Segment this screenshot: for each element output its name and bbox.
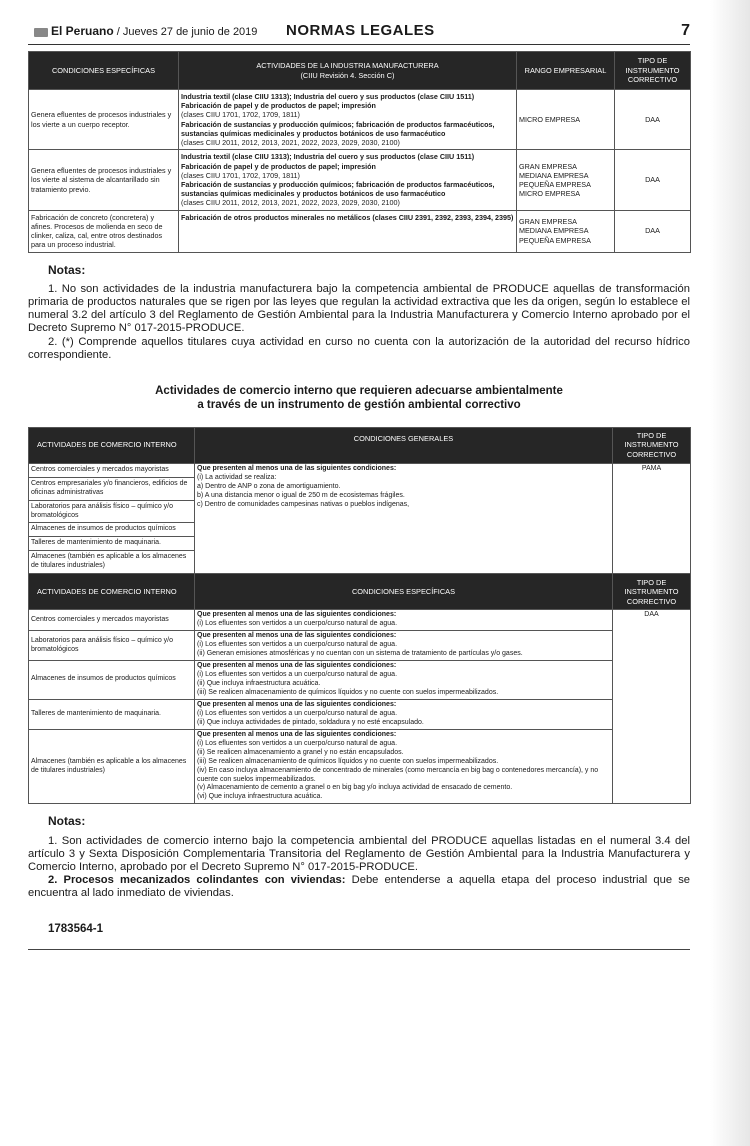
- bottom-divider: [28, 949, 690, 950]
- col-header-range: RANGO EMPRESARIAL: [517, 52, 615, 90]
- condition-item: (iii) Se realicen almacenamiento de químicos líquidos y no cuente con suelos impermeabilizados.: [197, 757, 499, 765]
- condition-item: (i) Los efluentes son vertidos a un cuerpo/curso natural de agua.: [197, 641, 398, 649]
- note-item: [28, 874, 690, 900]
- range-item: MICRO EMPRESA: [519, 115, 581, 125]
- conditions-cell: [195, 631, 613, 661]
- notes-commerce: [28, 814, 690, 900]
- condition-item: (iv) En caso incluya almacenamiento de concentrado de minerales (como mercancía en big bag o contenedores mercancía), y no cuente con suelos impermeabilizados.: [197, 766, 599, 783]
- note-item-rest: Debe entenderse a aquella etapa del proceso industrial que se encuentra al lado inmediato de viviendas.: [28, 874, 691, 900]
- activity-line: Fabricación de sustancias y producción químicos; fabricación de productos farmacéuticos, sustancias químicas medicinales y productos botánicos de uso farmacéutico: [181, 119, 495, 138]
- condition-item: (i) Los efluentes son vertidos a un cuerpo/curso natural de agua.: [197, 739, 398, 747]
- section-name: NORMAS LEGALES: [286, 22, 435, 39]
- activities-cell: [179, 90, 517, 150]
- section-title-line: Actividades de comercio interno que requieren adecuarse ambientalmente: [155, 384, 563, 397]
- activity-line: (clases CIIU 1701, 1702, 1709, 1811): [181, 170, 300, 180]
- col-header-instrument: TIPO DE INSTRUMENTO CORRECTIVO: [613, 427, 691, 463]
- activity-cell: Centros comerciales y mercados mayoristas: [29, 610, 195, 631]
- condition-item: b) A una distancia menor o igual de 250 m de ecosistemas frágiles.: [197, 491, 405, 499]
- instrument-cell: DAA: [615, 150, 691, 210]
- general-instrument-cell: PAMA: [613, 463, 691, 574]
- range-item: MICRO EMPRESA: [519, 189, 581, 199]
- table-row: [29, 150, 691, 210]
- range-item: GRAN EMPRESA: [519, 161, 577, 171]
- activity-line: (clases CIIU 1701, 1702, 1709, 1811): [181, 110, 300, 120]
- el-peruano-logo-icon: [34, 28, 48, 37]
- note-item: 2. (*) Comprende aquellos titulares cuya actividad en curso no cuenta con la autorización de la autoridad del recurso hídrico correspondiente.: [28, 335, 690, 361]
- col-header-conditions: CONDICIONES ESPECÍFICAS: [29, 52, 179, 90]
- notes-manufacturing: [28, 263, 690, 362]
- activity-cell: Laboratorios para análisis físico – químico y/o bromatológicos: [29, 631, 195, 661]
- activity-line: (clases CIIU 2011, 2012, 2013, 2021, 2022, 2023, 2029, 2030, 2100): [181, 138, 400, 148]
- page-number: 7: [681, 22, 690, 39]
- condition-item: (i) La actividad se realiza:: [197, 473, 277, 481]
- condition-item: (i) Los efluentes son vertidos a un cuerpo/curso natural de agua.: [197, 620, 398, 628]
- section-title: [28, 384, 690, 413]
- activities-cell: [179, 210, 517, 252]
- activity-line: (clases CIIU 2011, 2012, 2013, 2021, 2022, 2023, 2029, 2030, 2100): [181, 198, 400, 208]
- manufacturing-table: [28, 51, 691, 253]
- activity-cell: Almacenes (también es aplicable a los almacenes de titulares industriales): [29, 729, 195, 804]
- col-header-activities: ACTIVIDADES DE LA INDUSTRIA MANUFACTURERA (CIIU Revisión 4. Sección C): [179, 52, 517, 90]
- activity-line: Fabricación de otros productos minerales no metálicos (clases CIIU 2391, 2392, 2393, 2394, 2395): [181, 212, 514, 222]
- col-header-general-conditions: CONDICIONES GENERALES: [195, 427, 613, 463]
- conditions-lead: Que presenten al menos una de las siguientes condiciones:: [197, 662, 397, 670]
- table-row: [29, 699, 691, 729]
- condition-cell: Genera efluentes de procesos industriales y los vierte al sistema de alcantarillado sin tratamiento previo.: [29, 150, 179, 210]
- instrument-cell: DAA: [615, 210, 691, 252]
- col-header-instrument: TIPO DE INSTRUMENTO CORRECTIVO: [613, 574, 691, 610]
- conditions-lead: Que presenten al menos una de las siguientes condiciones:: [197, 632, 397, 640]
- commerce-table: [28, 427, 691, 805]
- conditions-cell: [195, 661, 613, 700]
- col-header-activities-sub: (CIIU Revisión 4. Sección C): [300, 70, 395, 80]
- table-row: [29, 661, 691, 700]
- activity-item: Laboratorios para análisis físico – químico y/o bromatológicos: [29, 501, 194, 524]
- range-cell: [517, 210, 615, 252]
- condition-item: (v) Almacenamiento de cemento a granel o en big bag y/o incluya actividad de ensacado de cemento.: [197, 784, 513, 792]
- publication-date: / Jueves 27 de junio de 2019: [116, 26, 258, 38]
- activity-line: Fabricación de papel y de productos de papel; impresión: [181, 161, 376, 171]
- note-item: 1. No son actividades de la industria manufacturera bajo la competencia ambiental de PRODUCE aquellas de transformación primaria de productos naturales que se rigen por las leyes que regulan la actividad extractiva que les da origen, según lo establece el numeral 3.2 del artículo 3 del Reglamento de Gestión Ambiental para la Industria Manufacturera y Comercio Interno aprobado por el Decreto Supremo N° 017-2015-PRODUCE.: [28, 282, 690, 335]
- activity-item: Centros empresariales y/o financieros, edificios de oficinas administrativas: [29, 478, 194, 501]
- condition-item: (ii) Que incluya infraestructura acuática.: [197, 679, 321, 687]
- range-item: PEQUEÑA EMPRESA: [519, 179, 591, 189]
- activity-cell: Almacenes de insumos de productos químicos: [29, 661, 195, 700]
- activity-line: Fabricación de papel y de productos de papel; impresión: [181, 101, 376, 111]
- range-cell: [517, 150, 615, 210]
- range-item: PEQUEÑA EMPRESA: [519, 235, 591, 245]
- col-header-instrument: TIPO DE INSTRUMENTO CORRECTIVO: [615, 52, 691, 90]
- condition-item: (i) Los efluentes son vertidos a un cuerpo/curso natural de agua.: [197, 709, 398, 717]
- instrument-cell: DAA: [615, 90, 691, 150]
- activity-line: Industria textil (clase CIIU 1313); Industria del cuero y sus productos (clase CIIU 1511): [181, 92, 475, 101]
- condition-item: a) Dentro de ANP o zona de amortiguamiento.: [197, 482, 341, 490]
- note-item: 1. Son actividades de comercio interno bajo la competencia ambiental del PRODUCE aquellas listadas en el numeral 3.4 del artículo 3 y Sexta Disposición Complementaria Transitoria del Reglamento de Gestión Ambiental para la Industria Manufacturera y Comercio Interno, aprobado por el Decreto Supremo N° 017-2015-PRODUCE.: [28, 834, 690, 873]
- condition-item: (ii) Generan emisiones atmosféricas y no cuentan con un sistema de tratamiento de partículas y/o gases.: [197, 650, 523, 658]
- condition-item: (ii) Que incluya actividades de pintado, soldadura y no esté encapsulado.: [197, 718, 424, 726]
- activity-line: Industria textil (clase CIIU 1313); Industria del cuero y sus productos (clase CIIU 1511): [181, 152, 475, 162]
- range-item: GRAN EMPRESA: [519, 217, 577, 227]
- conditions-cell: [195, 610, 613, 631]
- publication-name: El Peruano: [51, 24, 114, 38]
- conditions-lead: Que presenten al menos una de las siguientes condiciones:: [197, 700, 397, 708]
- activities-cell: [179, 150, 517, 210]
- section-title-line: a través de un instrumento de gestión ambiental correctivo: [197, 399, 521, 412]
- range-cell: [517, 90, 615, 150]
- conditions-cell: [195, 729, 613, 804]
- note-item-lead: 2. Procesos mecanizados colindantes con viviendas:: [48, 874, 346, 887]
- range-item: MEDIANA EMPRESA: [519, 226, 589, 236]
- activity-item: Almacenes (también es aplicable a los almacenes de titulares industriales): [31, 553, 187, 570]
- activity-cell: Talleres de mantenimiento de maquinaria.: [29, 699, 195, 729]
- table-row: [29, 631, 691, 661]
- specific-instrument-cell: DAA: [613, 610, 691, 804]
- col-header-commerce-activities: ACTIVIDADES DE COMERCIO INTERNO: [29, 574, 195, 610]
- activity-line: Fabricación de sustancias y producción químicos; fabricación de productos farmacéuticos, sustancias químicas medicinales y productos botánicos de uso farmacéutico: [181, 179, 495, 199]
- conditions-lead: Que presenten al menos una de las siguientes condiciones:: [197, 730, 397, 738]
- page-edge-shadow: [710, 0, 750, 1146]
- newspaper-page: [28, 18, 690, 950]
- general-conditions-cell: [195, 463, 613, 574]
- condition-item: (vi) Que incluya infraestructura acuática.: [197, 793, 323, 801]
- page-header: [28, 18, 690, 45]
- notes-title: Notas:: [48, 814, 86, 829]
- activity-item: Centros comerciales y mercados mayoristas: [29, 464, 194, 478]
- activity-item: Almacenes de insumos de productos químicos: [29, 523, 194, 537]
- masthead: [34, 24, 257, 38]
- range-item: MEDIANA EMPRESA: [519, 170, 589, 180]
- general-activities-cell: [29, 463, 195, 574]
- table-row: [29, 610, 691, 631]
- col-header-specific-conditions: CONDICIONES ESPECÍFICAS: [195, 574, 613, 610]
- table-row: [29, 210, 691, 252]
- table-row: [29, 729, 691, 804]
- table-row: [29, 90, 691, 150]
- condition-item: (ii) Se realicen almacenamiento a granel y no están encapsulados.: [197, 748, 404, 756]
- activity-item: Talleres de mantenimiento de maquinaria.: [29, 537, 194, 551]
- conditions-cell: [195, 699, 613, 729]
- conditions-lead: Que presenten al menos una de las siguientes condiciones:: [197, 611, 397, 619]
- condition-item: (iii) Se realicen almacenamiento de químicos líquidos y no cuente con suelos impermeabilizados.: [197, 688, 499, 696]
- condition-cell: Genera efluentes de procesos industriales y los vierte a un cuerpo receptor.: [29, 90, 179, 150]
- condition-cell: Fabricación de concreto (concretera) y afines. Procesos de molienda en seco de clinker, caliza, cal, entre otros destinados para un proceso industrial.: [29, 210, 179, 252]
- col-header-commerce-activities: ACTIVIDADES DE COMERCIO INTERNO: [29, 427, 195, 463]
- publication-code: 1783564-1: [48, 922, 103, 935]
- condition-item: c) Dentro de comunidades campesinas nativas o pueblos indígenas,: [197, 500, 410, 508]
- notes-title: Notas:: [48, 262, 86, 277]
- conditions-lead: Que presenten al menos una de las siguientes condiciones:: [197, 464, 397, 472]
- condition-item: (i) Los efluentes son vertidos a un cuerpo/curso natural de agua.: [197, 671, 398, 679]
